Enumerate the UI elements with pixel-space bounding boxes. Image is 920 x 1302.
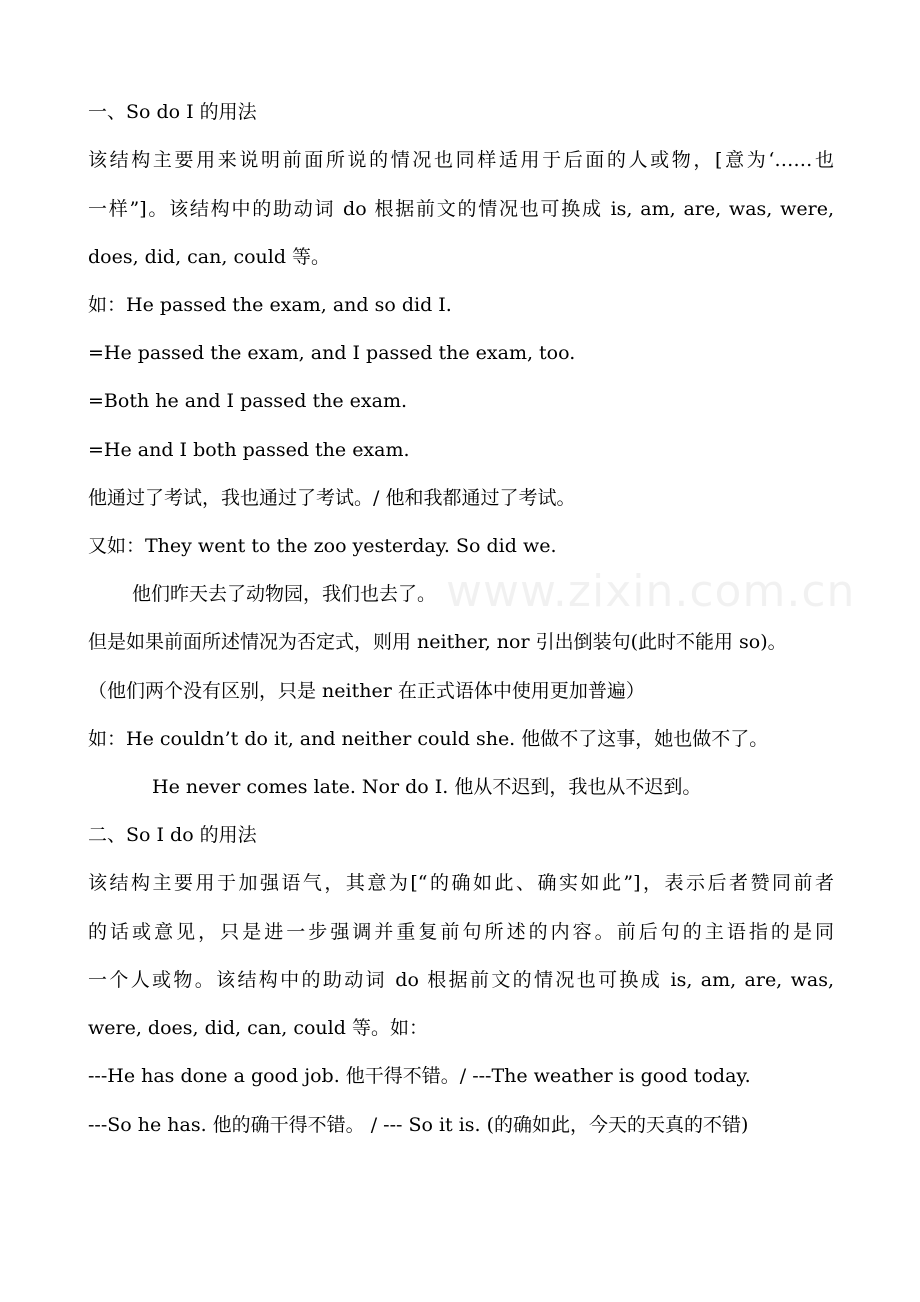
example-line: =He passed the exam, and I passed the exam, too. bbox=[88, 342, 576, 364]
section-heading-1: 一、So do I 的用法 bbox=[88, 101, 257, 123]
example-line: He never comes late. Nor do I. 他从不迟到，我也从不迟到。 bbox=[152, 776, 702, 798]
example-line: =He and I both passed the exam. bbox=[88, 439, 410, 461]
example-line: ---He has done a good job. 他干得不错。/ ---The weather is good today. bbox=[88, 1065, 751, 1087]
example-line: ---So he has. 他的确干得不错。 / --- So it is. (的确如此，今天的天真的不错) bbox=[88, 1114, 749, 1136]
paragraph-line: （他们两个没有区别，只是 neither 在正式语体中使用更加普遍） bbox=[88, 680, 645, 702]
paragraph-line: 该结构主要用于加强语气，其意为[“的确如此、确实如此”]，表示后者赞同前者 bbox=[88, 872, 834, 894]
paragraph-line: 该结构主要用来说明前面所说的情况也同样适用于后面的人或物，[意为‘……也 bbox=[88, 149, 834, 171]
translation-line: 他们昨天去了动物园，我们也去了。 bbox=[132, 583, 437, 605]
paragraph-line: 但是如果前面所述情况为否定式，则用 neither, nor 引出倒装句(此时不能用 so)。 bbox=[88, 631, 787, 653]
paragraph-line: were, does, did, can, could 等。如： bbox=[88, 1017, 428, 1039]
example-line: 如：He couldn’t do it, and neither could she. 他做不了这事，她也做不了。 bbox=[88, 728, 769, 750]
translation-line: 他通过了考试，我也通过了考试。/ 他和我都通过了考试。 bbox=[88, 487, 576, 509]
paragraph-line: does, did, can, could 等。 bbox=[88, 246, 331, 268]
example-line: 如：He passed the exam, and so did I. bbox=[88, 294, 452, 316]
paragraph-line: 的话或意见，只是进一步强调并重复前句所述的内容。前后句的主语指的是同 bbox=[88, 921, 834, 943]
paragraph-line: 一个人或物。该结构中的助动词 do 根据前文的情况也可换成 is, am, are, was, bbox=[88, 969, 834, 991]
example-line: =Both he and I passed the exam. bbox=[88, 390, 408, 412]
example-line: 又如：They went to the zoo yesterday. So did we. bbox=[88, 535, 557, 557]
paragraph-line: 一样”]。该结构中的助动词 do 根据前文的情况也可换成 is, am, are, was, were, bbox=[88, 198, 834, 220]
watermark: www.zixin.com.cn bbox=[446, 566, 856, 617]
section-heading-2: 二、So I do 的用法 bbox=[88, 824, 257, 846]
